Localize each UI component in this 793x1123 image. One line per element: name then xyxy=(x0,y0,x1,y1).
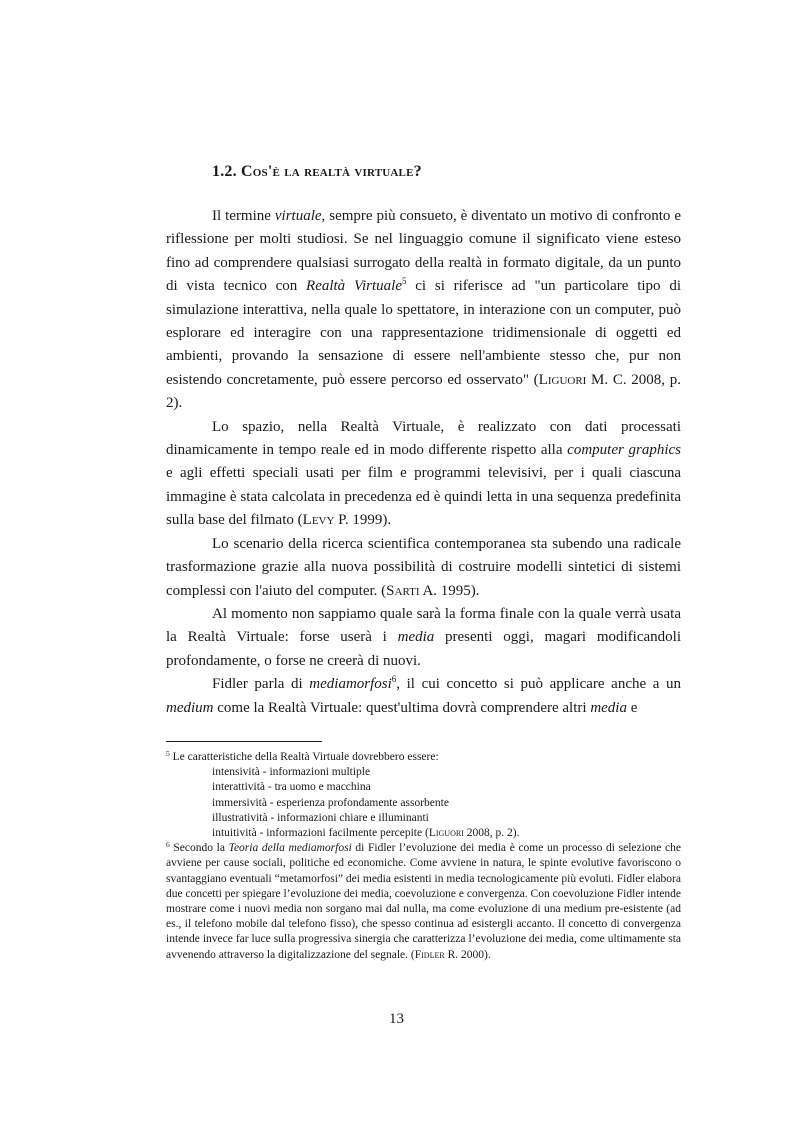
footnote-ref-5: 5 xyxy=(402,276,407,287)
footnote-5-item: immersività - esperienza profondamente assorbente xyxy=(212,796,449,809)
page-number: 13 xyxy=(389,1011,404,1027)
footnotes xyxy=(166,750,681,963)
footnote-5-item: interattività - tra uomo e macchina xyxy=(212,781,371,794)
footnote-ref-6: 6 xyxy=(391,674,397,685)
paragraph-1: Il termine virtuale, sempre più consueto, è diventato un motivo di confronto e riflessione per molti studiosi. Se nel linguaggio comune il significato viene esteso fino ad comprendere qualsiasi surrogato della realtà in formato digitale, da un punto di vista tecnico con Realtà Virtuale$^5$ ci si riferisce ad "un particolare tipo di simulazione interattiva, nella quale lo spettatore, in interazione con un computer, può esplorare ed interagire con una rappresentazione tridimensionale di oggetti ed ambienti, provando la sensazione di essere nell'ambiente stesso che, pur non esistendo concretamente, può essere percorso ed osservato" (Liguori M. C. 2008, p. 2). xyxy=(166,208,682,412)
footnote-6: $^6$ Secondo la Teoria della mediamorfosi di Fidler l’evoluzione dei media è come un processo di selezione che avviene per cause sociali, politiche ed economiche. Come avviene in natura, le spinte evolutive favoriscono o svantaggiano eventuali “metamorfosi” dei media esistenti in media tecnologicamente più evoluti. Fidler elabora due concetti per spiegare l’evoluzione dei media, coevoluzione e convergenza. Con coevoluzione Fidler intende mostrare come i nuovi media non sorgano mai dal nulla, ma come evoluzione di una medium pre-esistente (ad es., il telefono mobile dal telefono fisso), che spesso continua ad esistergli accanto. Il concetto di convergenza intende invece far luce sulla progressiva sinergia che caratterizza l’evoluzione dei media, come ultimamente sta avvenendo attraverso la digitalizzazione del segnale. (Fidler R. 2000). xyxy=(166,840,682,961)
body-text xyxy=(166,205,681,720)
section-number: 1.2. xyxy=(212,163,237,180)
footnote-5-item: intensività - informazioni multiple xyxy=(212,766,371,779)
section-title: Cos'è la realtà virtuale? xyxy=(241,163,422,180)
footnote-5-item: intuitività - informazioni facilmente percepite (Liguori 2008, p. 2). xyxy=(212,827,520,840)
paragraph-4: Al momento non sappiamo quale sarà la forma finale con la quale verrà usata la Realtà Virtuale: forse userà i media presenti oggi, magari modificandoli profondamente, o forse ne creerà di nuovi. xyxy=(166,605,681,669)
section-heading xyxy=(212,163,422,181)
footnote-separator xyxy=(166,741,322,742)
paragraph-5: Fidler parla di mediamorfosi$^6$, il cui concetto si può applicare anche a un medium come la Realtà Virtuale: quest'ultima dovrà comprendere altri media e xyxy=(166,674,681,716)
footnote-5-item: illustratività - informazioni chiare e illuminanti xyxy=(212,811,429,824)
paragraph-3: Lo scenario della ricerca scientifica contemporanea sta subendo una radicale trasformazione grazie alla nuova possibilità di costruire modelli sintetici di sistemi complessi con l'aiuto del computer. (Sarti A. 1995). xyxy=(166,535,681,599)
paragraph-2: Lo spazio, nella Realtà Virtuale, è realizzato con dati processati dinamicamente in tempo reale ed in modo differente rispetto alla computer graphics e agli effetti speciali usati per film e programmi televisivi, per i quali ciascuna immagine è stata calcolata in precedenza ed è quindi letta in una sequenza predefinita sulla base del filmato (Levy P. 1999). xyxy=(166,418,681,529)
footnote-5: $^5$ Le caratteristiche della Realtà Virtuale dovrebbero essere: xyxy=(166,749,439,763)
